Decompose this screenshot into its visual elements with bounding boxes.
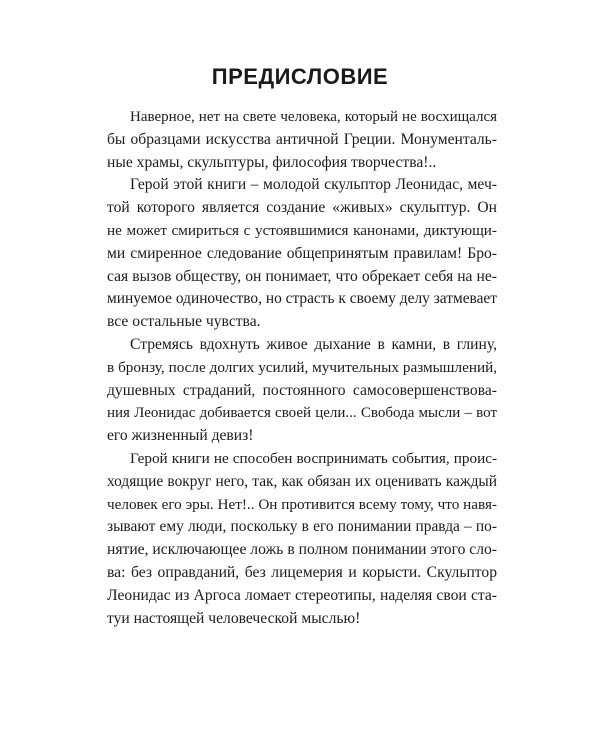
text-line: ния Леонидас добивается своей цели... Свобода мысли – вот <box>107 405 497 422</box>
text-line: Леонидас из Аргоса ломает стереотипы, наделяя свои ста- <box>107 586 497 604</box>
text-line: бы образцами искусства античной Греции. Монументаль- <box>107 130 497 148</box>
text-line: Герой этой книги – молодой скульптор Леонидас, меч- <box>130 176 497 194</box>
text-line: минуемое одиночество, но страсть к своему делу затмевает <box>107 290 497 308</box>
text-line: туи настоящей человеческой мыслью! <box>107 609 361 627</box>
text-line: ные храмы, скульптуры, философия творчества!.. <box>107 153 437 171</box>
text-line: ва: без оправданий, без лицемерия и корысти. Скульптор <box>107 563 497 581</box>
preface-text <box>107 106 497 630</box>
text-line: душевных страданий, постоянного самосовершенствова- <box>107 381 497 399</box>
text-line: Наверное, нет на свете человека, который не восхищался <box>130 109 497 125</box>
text-line: Стремясь вдохнуть живое дыхание в камни, в глину, <box>130 335 497 353</box>
text-line: не может смириться с устоявшимися канонами, диктующи- <box>107 221 497 239</box>
text-line: его жизненный девиз! <box>107 427 254 445</box>
text-line: зывают ему люди, поскольку в его понимании правда – по- <box>107 518 497 536</box>
page-title: ПРЕДИСЛОВИЕ <box>211 64 389 89</box>
text-line: все остальные чувства. <box>107 313 261 331</box>
text-line: человек его эры. Нет!.. Он противится всему тому, что навя- <box>107 495 497 513</box>
text-line: сая вызов обществу, он понимает, что обрекает себя на не- <box>107 267 497 285</box>
text-line: Герой книги не способен воспринимать события, проис- <box>130 449 497 467</box>
text-line: нятие, исключающее ложь в полном понимании этого сло- <box>107 541 497 559</box>
text-line: ми смиренное следование общепринятым правилам! Бро- <box>107 244 497 262</box>
text-line: в бронзу, после долгих усилий, мучительных размышлений, <box>107 358 497 376</box>
text-line: ходящие вокруг него, так, как обязан их оценивать каждый <box>107 472 497 490</box>
text-line: той которого является создание «живых» скульптур. Он <box>107 199 497 217</box>
